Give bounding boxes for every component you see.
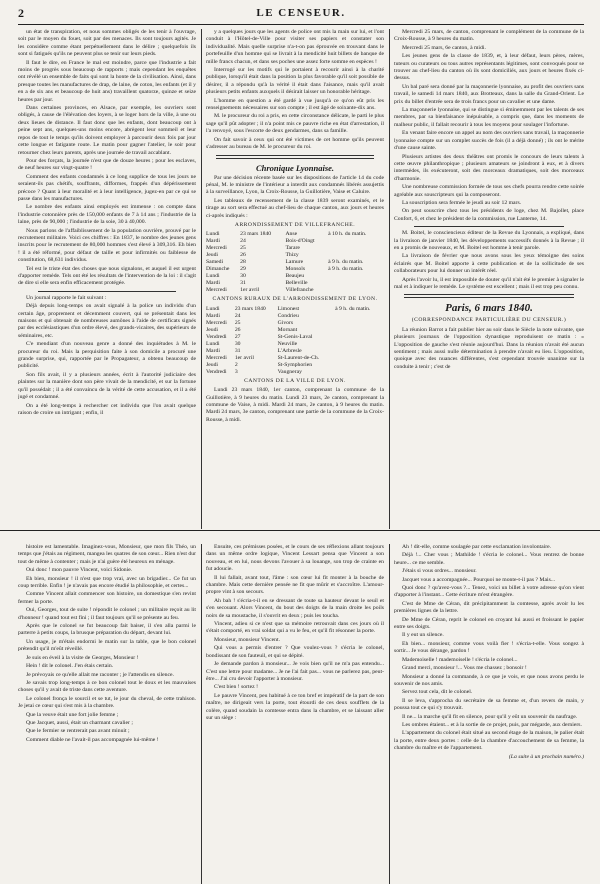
- article-paragraph: Les tableaux de recensement de la classe 1839 seront examinés, et le tirage au sort sera effectué au chef-lieu de chaque canton, aux jours et heures ci-après indiqués :: [206, 197, 384, 219]
- feuilleton-paragraph: Après que le colonel se fut beaucoup fait baiser, il s'en alla parmi le parterre à petits coups, la brusque préparation du départ, devant lui.: [18, 623, 196, 637]
- schedule-day: Jeudi: [206, 361, 219, 368]
- schedule-time: [335, 341, 384, 348]
- feuilleton-paragraph: Que la veuve était une fort jolie femme ;: [26, 711, 119, 718]
- article-paragraph: Nous parlons de l'affaiblissement de la population ouvrière, prouvé par le recrutement militaire. Voici ces chiffres : En 1837, le nombre des jeunes gens inscrits pour le recrutement de 80,000 hommes s'est élevé à 309,316. Eh bien ! il a été réformé, pour défaut de taille et pour infirmités ou faiblesse de constitution, 68,631 individus.: [18, 227, 196, 264]
- schedule-place: St-Symphorien: [277, 361, 313, 368]
- feuilleton-paragraph: Eh bien... monsieur, comme vous voilà fier ! s'écria-t-elle. Vous songez à sortir... Je vous dérange, pardon !: [394, 640, 584, 655]
- feuilleton-paragraph: Il se leva, s'approcha du secrétaire de sa femme et, d'un revers de main, y poussa tout ce qui s'y trouvait.: [394, 697, 584, 712]
- upper-section: [18, 29, 584, 529]
- article-paragraph: Pour des forçats, la journée n'est que de douze heures ; pour les esclaves, de neuf heures sur vingt-quatre !: [18, 157, 196, 172]
- schedule-date: 1er avril: [234, 354, 254, 361]
- feuilleton-paragraph: Je savais trop long-temps à ce bon colonel tout le doux et les mauvaises choses qu'il y avait de triste dans cette aventure.: [18, 679, 196, 694]
- schedule-place: Belleville: [285, 280, 308, 287]
- article-paragraph: La réunion Barrot a fait publier hier au soir dans le Siècle la note suivante, que plusieurs journaux de l'opposition dynastique reproduisent ce matin : « L'opposition de gauche s'est réunie aujourd'hui. Dans la réunion n'avait été aucun sentiment ; mais aussi nulle détermination à prendre n'avait eu lieu. L'opposition, quoique avec des nuances différentes, s'est cependant trouvée unanime sur la conduite à tenir ; c'est de: [394, 326, 584, 370]
- schedule-time: [335, 313, 384, 320]
- schedule-day: Lundi: [206, 231, 220, 238]
- schedule-row: [206, 266, 384, 273]
- schedule-row: [206, 341, 384, 348]
- article-paragraph: La souscription sera fermée le jeudi au soir 12 mars.: [402, 199, 522, 206]
- schedule-table-lyon: [206, 306, 384, 376]
- article-paragraph: Un journal rapporte le fait suivant :: [26, 294, 107, 301]
- schedule-date: 31: [234, 347, 241, 354]
- schedule-place: Lamure: [285, 259, 304, 266]
- schedule-time: à 9 h. du matin.: [328, 259, 364, 266]
- schedule-date: 26: [234, 326, 241, 333]
- schedule-place: Givors: [277, 319, 294, 326]
- schedule-place: St-Laurent-de-Ch.: [277, 354, 320, 361]
- schedule-date: 29: [240, 266, 246, 273]
- to-be-continued: (La suite à un prochain numéro.): [508, 753, 584, 760]
- column-rule: [389, 544, 390, 884]
- schedule-heading: CANTONS DE LA VILLE DE LYON.: [244, 377, 346, 384]
- feuilleton-column-1: [18, 544, 196, 884]
- feuilleton-paragraph: Vincent, adieu si ce n'est que sa mémoire retrouvait dans ces jours où il s'était comporté, en vrai soldat qui a vu le feu, et qu'il fit résonner la porte.: [206, 621, 384, 635]
- schedule-date: 23 mars 1840: [234, 305, 266, 312]
- article-paragraph: La maçonnerie lyonnaise, qui se distingue si éminemment par les talents de ses membres, par sa bienfaisance inépuisable, a compris que, dans les moments de malheur public, il fallait recourir à tous les moyens pour soulager l'infortune.: [394, 107, 584, 128]
- article-paragraph: un état de transpiration, et nous sommes obligés de les tenir à l'ouvrage, soit par le moyen du fouet, soit par des menaces. Ils sont toujours agités. Je les considère comme étant perpétuellement dans le délire ; quelquefois ils sont si fatigués qu'ils ne peuvent plus se tenir sur leurs pieds.: [18, 29, 196, 58]
- schedule-date: 3: [234, 368, 238, 375]
- separator-rule: [414, 226, 564, 227]
- schedule-day: Mardi: [206, 280, 220, 287]
- article-paragraph: Dans certaines provinces, en Alsace, par exemple, les ouvriers sont obligés, à cause de l'élévation des loyers, à se loger hors de la ville, à une ou deux lieues de distance. Il faut donc que les enfants, dont beaucoup ont à peine sept ans, quelques-uns moins encore, abrègent leur sommeil et leur repos de tout le temps qu'ils doivent employer à parcourir deux fois par jour cette longue et fatigante route. Le matin pour gagner l'atelier, le soir pour retourner chez leurs parents, après une journée de travail accablant.: [18, 105, 196, 156]
- schedule-place: Villefranche: [285, 287, 314, 294]
- article-paragraph: M. le procureur du roi a pris, en cette circonstance délicate, le parti le plus sage qu'il pût adopter ; il n'a point mis ce pauvre riche en état d'arrestation, il l'a renvoyé, sous l'escorte de deux gendarmes, dans sa famille.: [206, 113, 384, 135]
- feuilleton-paragraph: Jacquet vous a accompagnée... Pourquoi ne monte-t-il pas ? Mais...: [402, 576, 556, 583]
- article-paragraph: La livraison de février que nous avons sous les yeux témoigne des soins éclairés que M. Boitel apporte à cette publication et de la sollicitude de ses collaborateurs pour lui donner un intérêt réel.: [394, 253, 584, 275]
- schedule-date: 30: [240, 273, 246, 280]
- schedule-row: [206, 362, 384, 369]
- schedule-row: [206, 273, 384, 280]
- separator-rule: [38, 291, 176, 292]
- schedule-row: [206, 348, 384, 355]
- feuilleton-paragraph: Ensuite, ces prémisses posées, et le cours de ses réflexions allant toujours dans un même ordre logique, Vincent Lessart pensa que Vincent a son nouveau, et en lui, nous devons l'avouer à sa louange, son trop de crainte en fut adoucie.: [206, 544, 384, 573]
- feuilleton-paragraph: Ah ! dit-elle, comme soulagée par cette exclamation involontaire.: [402, 544, 552, 550]
- article-paragraph: En venant faire encore un appel au nom des ouvriers sans travail, la maçonnerie lyonnaise compte sur un complet succès de fois (il a déjà donné) ; ils ont le mérite d'une cause sainte.: [394, 130, 584, 152]
- schedule-row: [206, 369, 384, 376]
- article-paragraph: Comment des enfants condamnés à ce long supplice de tous les jours ne seraient-ils pas chétifs, souffrants, difformes, frappés d'un dépérissement précoce ? Quant à leur moralité et à leur intelligence, jugez-en par ce qui se passe dans les manufactures.: [18, 173, 196, 202]
- schedule-date: 24: [234, 312, 241, 319]
- article-paragraph: Après l'avoir lu, il est impossible de douter qu'il n'ait été le premier à signaler le mal et à indiquer le remède. Le système est excellent ; mais il est trop peu connu.: [394, 276, 584, 290]
- schedule-date: 30: [234, 340, 241, 347]
- schedule-date: 24: [240, 238, 246, 245]
- article-paragraph: Il faut le dire, en France le mal est moindre, parce que l'industrie a fait moins de progrès sous beaucoup de rapports ; mais cependant les enquêtes ont révélé un ensemble de faits qui sont la honte de la civilisation. Ainsi, dans presque toutes les manufactures de drap, de laine, de coton, les enfants (et il y en a de six ans et beaucoup de huit ans) travaillent quatorze, quinze et seize heures par jour.: [18, 59, 196, 103]
- schedule-time: [335, 362, 384, 369]
- schedule-date: 25: [240, 245, 246, 252]
- schedule-row: [206, 238, 384, 245]
- schedule-place: Condrieu: [277, 312, 299, 319]
- schedule-day: Lundi: [206, 273, 220, 280]
- schedule-row: [206, 320, 384, 327]
- feuilleton-divider: [0, 530, 600, 531]
- feuilleton-paragraph: Le colonel fronça le sourcil et se tut, le jour du cheval, de cette trahison. Je jetai ce cœur qui s'est mis à la chambre.: [18, 695, 196, 710]
- article-paragraph: Mercredi 25 mars, 4e canton, comprenant le complément de la commune de la Croix-Rousse, à 9 heures du matin.: [394, 29, 584, 43]
- column-rule: [389, 29, 390, 529]
- schedule-day: Mardi: [206, 347, 220, 354]
- feuilleton-paragraph: Hein ! dit le colonel. J'en étais certain.: [26, 663, 114, 670]
- schedule-date: 2: [234, 361, 238, 368]
- schedule-table-villefranche: [206, 231, 384, 294]
- feuilleton-paragraph: Servez tout cela, dit le colonel.: [402, 689, 473, 696]
- masthead: [18, 6, 584, 25]
- schedule-time: [328, 252, 384, 259]
- schedule-date: 1er avril: [240, 287, 260, 294]
- article-paragraph: Déjà depuis long-temps on avait signalé à la police un individu d'un certain âge, proprement et décemment couvert, qui se présentait dans les maisons et qui obtenait de nombreuses aumônes à l'aide de certificats signés par des ecclésiastiques d'un ordre élevé, des grands-vicaires, des supérieurs de séminaires, etc.: [18, 303, 196, 339]
- section-subtitle: (CORRESPONDANCE PARTICULIÈRE DU CENSEUR.): [411, 317, 567, 324]
- schedule-place: Mornant: [277, 326, 298, 333]
- schedule-row: [206, 327, 384, 334]
- feuilleton-paragraph: Le pauvre Vincent, peu habitué à ce ton bref et impératif de la part de son maître, ne dirigeait vers la porte, tout étourdi de ces deux soufflets de la colère, quand soudain la comtesse entra dans la chambre, et se laissant aller sur un siège :: [206, 692, 384, 721]
- schedule-date: 23 mars 1840: [240, 231, 272, 238]
- article-paragraph: On peut souscrire chez tous les présidents de loge, chez M. Bajollet, place Confort, 6, et chez le président de la commission, rue Lanterne, 14.: [394, 208, 584, 222]
- separator-rule: [404, 294, 574, 298]
- feuilleton-paragraph: Comme Vincent allait commencer son histoire, un domestique s'en revint fermer la porte.: [18, 591, 196, 605]
- feuilleton-paragraph: Il ne... la marche qu'il fit en silence, pour qu'il y eût un souvenir du naufrage.: [402, 713, 578, 720]
- feuilleton-paragraph: Que le fermier se rentrerait pas avant minuit ;: [26, 728, 130, 735]
- article-paragraph: Une nombreuse commission formée de tous ses chefs pourra rendre cette soirée agréable aux souscripteurs qui la composeront.: [394, 184, 584, 198]
- schedule-time: [335, 320, 384, 327]
- schedule-date: 28: [240, 259, 246, 266]
- schedule-time: [335, 348, 384, 355]
- schedule-place: Thizy: [285, 252, 299, 259]
- article-paragraph: Interrogé sur les motifs qui le portaient à recourir ainsi à la charité publique, lorsqu'il était dans la position la plus favorable qu'il soit possible de désirer, il a répondu qu'à la vérité il était dans l'aisance, mais qu'il avait plusieurs petits enfants auxquels il désirait laisser un honorable héritage.: [206, 67, 384, 96]
- article-paragraph: Mercredi 25 mars, 6e canton, à midi.: [402, 44, 486, 51]
- feuilleton-paragraph: De Mme de Céran, reprit le colonel en croyant lui aussi et froissant le papier entre ses doigts.: [394, 616, 584, 631]
- feuilleton-paragraph: Eh bien, monsieur ! il n'est que trop vrai, avec un brigadier... Ce fut un coup terrible. Enfin ! je n'avais pas encore étudié la philosophie, et certes...: [18, 575, 196, 590]
- article-paragraph: Son fils avait, il y a plusieurs années, écrit à l'autorité judiciaire des plaintes sur la manière dont son père vivait de la mendicité, et sur la fortune qu'il possédait ; il a été convaincu de la vérité de cette accusation, et il a été jugé et condamné.: [18, 371, 196, 401]
- article-paragraph: Par une décision récente basée sur les dispositions de l'article 14 du code pénal, M. le ministre de l'intérieur a interdit aux condamnés libérés assujettis à la surveillance, Lyon, la Croix-Rousse, la Guillotière, Vaise et Caluire.: [206, 174, 384, 196]
- schedule-heading: ARRONDISSEMENT DE VILLEFRANCHE.: [234, 221, 356, 228]
- article-paragraph: Le nombre des enfants ainsi employés est immense : on compte dans l'industrie cotonnière près de 150,000 enfants de 7 à 14 ans ; l'industrie de la laine, près de 90,000 ; l'industrie de la soie, 30 à 40,000.: [18, 204, 196, 226]
- feuilleton-paragraph: Comment diable ne l'avait-il pas accompagnée lui-même !: [26, 736, 159, 743]
- schedule-time: [335, 327, 384, 334]
- schedule-row: [206, 355, 384, 362]
- schedule-day: Mardi: [206, 312, 220, 319]
- article-paragraph: C'e mendiant d'un nouveau genre a donné des inquiétudes à M. le procureur du roi. Mais la perquisition faite à son domicile a procuré une grande surprise, qui, rapportée par le Propagateur, a obtenu beaucoup de publicité.: [18, 341, 196, 370]
- schedule-day: Lundi: [206, 340, 220, 347]
- feuilleton-paragraph: Mademoiselle ! mademoiselle ! s'écria le colonel...: [402, 656, 518, 663]
- article-paragraph: y a quelques jours que les agents de police ont mis la main sur lui, et l'ont conduit à l'Hôtel-de-Ville pour visiter ses papiers et constater son individualité. Mais quelle surprise n'a-t-on pas éprouvée en trouvant dans le portefeuille d'un homme qui se livrait à la mendicité huit billets de banque de mille francs chacun, et dans ses poches une assez forte somme en espèces !: [206, 29, 384, 65]
- schedule-time: [328, 273, 384, 280]
- feuilleton-column-3: [394, 544, 584, 884]
- schedule-row: [206, 252, 384, 259]
- column-rule: [201, 29, 202, 529]
- feuilleton-paragraph: C'est de Mme de Céran, dit précipitamment la comtesse, après avoir lu les premières lignes de la lettre.: [394, 600, 584, 615]
- schedule-date: 25: [234, 319, 241, 326]
- schedule-place: Neuville: [277, 340, 298, 347]
- feuilleton-paragraph: Je prévoyais ce qu'elle allait me raconter ; je l'attendis en silence.: [26, 671, 174, 678]
- section-title: Paris, 6 mars 1840.: [445, 302, 533, 315]
- column-rule: [201, 544, 202, 884]
- feuilleton-section: [18, 544, 584, 884]
- schedule-time: [335, 334, 384, 341]
- article-paragraph: Tel est le triste état des choses que nous signalons, et auquel il est urgent d'apporter remède. Tels ont été les résultats de l'intervention de la loi : il s'agit de dire si elle sera enfin efficacement protégée.: [18, 265, 196, 287]
- feuilleton-paragraph: Oui, Georges, tout de suite ! répondit le colonel ; un militaire reçoit au lit d'honneur ! quand tout est fini ; il faut toujours qu'il se présente au feu.: [18, 607, 196, 621]
- schedule-day: Mardi: [206, 238, 220, 245]
- feuilleton-paragraph: Monsieur, monsieur Vincent.: [214, 636, 280, 643]
- separator-rule: [216, 155, 374, 159]
- article-paragraph: Plusieurs artistes des deux théâtres ont promis le concours de leurs talents à cette œuvre philanthropique ; plusieurs amateurs se joindront à eux, et à divers intermèdes, ils exécuteront, soit des morceaux dramatiques, soit des morceaux d'harmonie.: [394, 153, 584, 182]
- schedule-time: [328, 238, 384, 245]
- article-paragraph: Lundi 23 mars 1840, 1er canton, comprenant la commune de la Guillotière, à 9 heures du matin. Lundi 23 mars, 2e canton, comprenant la commune de Vaise, à midi. Mardi 24 mars, 2e canton, à 9 heures du matin. Mardi 24 mars, 3e canton, comprenant une partie de la commune de la Croix-Rousse, à midi.: [206, 387, 384, 423]
- schedule-day: Mercredi: [206, 354, 227, 361]
- schedule-time: à 10 h. du matin.: [328, 231, 367, 238]
- feuilleton-paragraph: Ah bah ! s'écria-t-il en se dressant de toute sa hauteur devant le seuil et s'en secouant. Alors Vincent, du bout des doigts de la main droite les poils noirs de sa moustache, il s'ouvrit en deux ; puis les toucha.: [206, 597, 384, 619]
- feuilleton-paragraph: Il y eut un silence.: [402, 632, 444, 639]
- schedule-day: Mercredi: [206, 245, 227, 252]
- schedule-place: St-Genis-Laval: [277, 333, 313, 340]
- schedule-day: Vendredi: [206, 333, 227, 340]
- schedule-day: Vendredi: [206, 368, 227, 375]
- schedule-time: [328, 245, 384, 252]
- feuilleton-paragraph: Quoi donc ? qu'avez-vous ?... Tenez, voici un billet à votre adresse qu'on vient d'apporter à l'instant... Cette écriture m'est étrangère.: [394, 585, 584, 599]
- newspaper-title: LE CENSEUR.: [256, 7, 346, 19]
- schedule-place: Bois-d'Oingt: [285, 238, 315, 245]
- schedule-place: Anse: [285, 231, 298, 238]
- feuilleton-column-2: [206, 544, 384, 884]
- schedule-date: 27: [234, 333, 241, 340]
- schedule-place: Vaugneray: [277, 368, 302, 375]
- feuilleton-paragraph: Déjà !... Cher vous ; Mathilde ! s'écria le colonel... Vous rentrez de bonne heure... ce me semble.: [394, 552, 584, 566]
- article-paragraph: Les jeunes gens de la classe de 1839, et, à leur défaut, leurs pères, mères, tuteurs ou curateurs ou tous autres représentants légitimes, sont convoqués pour se trouver au chef-lieu du canton où ils sont domiciliés, aux jours et heures fixés ci-dessus.: [394, 53, 584, 82]
- section-title: Chronique Lyonnaise.: [255, 162, 335, 173]
- schedule-row: [206, 245, 384, 252]
- feuilleton-paragraph: Il lui fallait, avant tout, l'âme : son cœur lui fit monter à la bouche de chambre. Mais cette dernière pensée ne fit que mûrir et s'accroître. L'amour-propre vint à son secours.: [206, 574, 384, 596]
- schedule-time: à 9 h. du matin.: [328, 266, 364, 273]
- schedule-row: [206, 334, 384, 341]
- feuilleton-paragraph: Les ombres étaient... et à la sortie de ce projet, puis, par mégarde, aux derniers.: [402, 721, 582, 728]
- schedule-date: 31: [240, 280, 246, 287]
- schedule-row: [206, 259, 384, 266]
- column-3: [394, 29, 584, 529]
- schedule-place: L'Arbresle: [277, 347, 302, 354]
- schedule-day: Samedi: [206, 259, 224, 266]
- article-paragraph: On fait savoir à ceux qui ont été victimes de cet homme qu'ils peuvent s'adresser au bureau de M. le procureur du roi.: [206, 136, 384, 151]
- schedule-heading: CANTONS RURAUX DE L'ARRONDISSEMENT DE LYON.: [212, 296, 378, 303]
- schedule-date: 26: [240, 252, 246, 259]
- schedule-day: Mercredi: [206, 287, 227, 294]
- schedule-time: [328, 280, 384, 287]
- feuilleton-paragraph: Grand merci, monsieur !... Vous me chassez ; bonsoir !: [402, 665, 527, 672]
- schedule-row: [206, 313, 384, 320]
- schedule-day: Mercredi: [206, 319, 227, 326]
- feuilleton-paragraph: histoire est lamentable. Imaginez-vous, Monsieur, que mon fils Théo, un temps que j'étais au régiment, mangea les quatres de son cœur... Rien n'est dur tout de même à contenter ; mais je n'ai guère été heureux en ménage.: [18, 544, 196, 565]
- feuilleton-paragraph: Monsieur a donné la commande, à ce que je vois, et que nous avons perdu le souvenir de nos amis.: [394, 673, 584, 687]
- feuilleton-paragraph: Je demande pardon à monsieur... Je vois bien qu'il ne m'a pas entendu... C'est une lettre pour madame... Je ne l'ai fait pas... vous ne parlerez pas, peut-être... J'ai cru devoir l'apporter à monsieur.: [206, 661, 384, 682]
- schedule-time: [335, 355, 384, 362]
- feuilleton-paragraph: Oui donc ! mon pauvre Vincent, voici Sidonie.: [26, 567, 133, 574]
- schedule-time: à 9 h. du matin.: [335, 305, 371, 312]
- schedule-day: Dimanche: [206, 266, 230, 273]
- schedule-row: [206, 287, 384, 294]
- feuilleton-paragraph: L'appartement du colonel était situé au second étage de la maison, le palier était la porte, entre deux portes : celle de la chambre d'accouchement de sa femme, la chambre du maître et de l'appartement.: [394, 730, 584, 752]
- schedule-day: Jeudi: [206, 326, 219, 333]
- schedule-row: [206, 231, 384, 238]
- article-paragraph: L'homme en question a été gardé à vue jusqu'à ce qu'on eût pris les renseignements nécessaires sur son compte ; il est âgé de soixante-dix ans.: [206, 97, 384, 112]
- feuilleton-paragraph: Je suis en éveil à la visite de Georges, Monsieur !: [26, 654, 139, 661]
- column-2: [206, 29, 384, 529]
- schedule-day: Jeudi: [206, 252, 219, 259]
- feuilleton-paragraph: J'étais si vous ordres... monsieur.: [402, 568, 477, 575]
- schedule-time: [335, 369, 384, 376]
- schedule-place: Monsols: [285, 266, 306, 273]
- article-paragraph: M. Boitel, le consciencieux éditeur de la Revue du Lyonnais, a expliqué, dans la livraison de janvier 1840, les développements successifs donnés à la Revue ; il en a promis de nouveaux, et M. Boitel est homme à tenir parole.: [394, 230, 584, 251]
- page-number: 2: [18, 6, 24, 20]
- schedule-place: Tarare: [285, 245, 300, 252]
- feuilleton-paragraph: C'est bien ! sortez !: [214, 684, 258, 691]
- schedule-place: Beaujeu: [285, 273, 305, 280]
- schedule-day: Lundi: [206, 305, 220, 312]
- feuilleton-paragraph: Un usage, je m'étais endormi le matin sur la table, que le bon colonel prétendit qu'il m'eût réveillé.: [18, 638, 196, 653]
- feuilleton-paragraph: Qui vous a permis d'entrer ? Que voulez-vous ? s'écria le colonel, bondissant de son fauteuil, et qui se dépité.: [206, 645, 384, 659]
- article-paragraph: On a été long-temps à rechercher cet individu que l'on avait quelque raison de croire un intrigant ; enfin, il: [18, 402, 196, 416]
- article-paragraph: Un bal paré sera donné par la maçonnerie lyonnaise, au profit des ouvriers sans travail, le samedi 14 mars 1840, aux Brotteaux, dans la salle du Grand-Orient. Le prix du billet d'entrée sera de trois francs pour un cavalier et une dame.: [394, 83, 584, 105]
- schedule-place: Limonest: [277, 305, 300, 312]
- schedule-row: [206, 306, 384, 313]
- feuilleton-paragraph: Que Jacquet, aussi, était un charmant cavalier ;: [26, 719, 133, 726]
- column-1: [18, 29, 196, 529]
- schedule-time: [328, 287, 384, 294]
